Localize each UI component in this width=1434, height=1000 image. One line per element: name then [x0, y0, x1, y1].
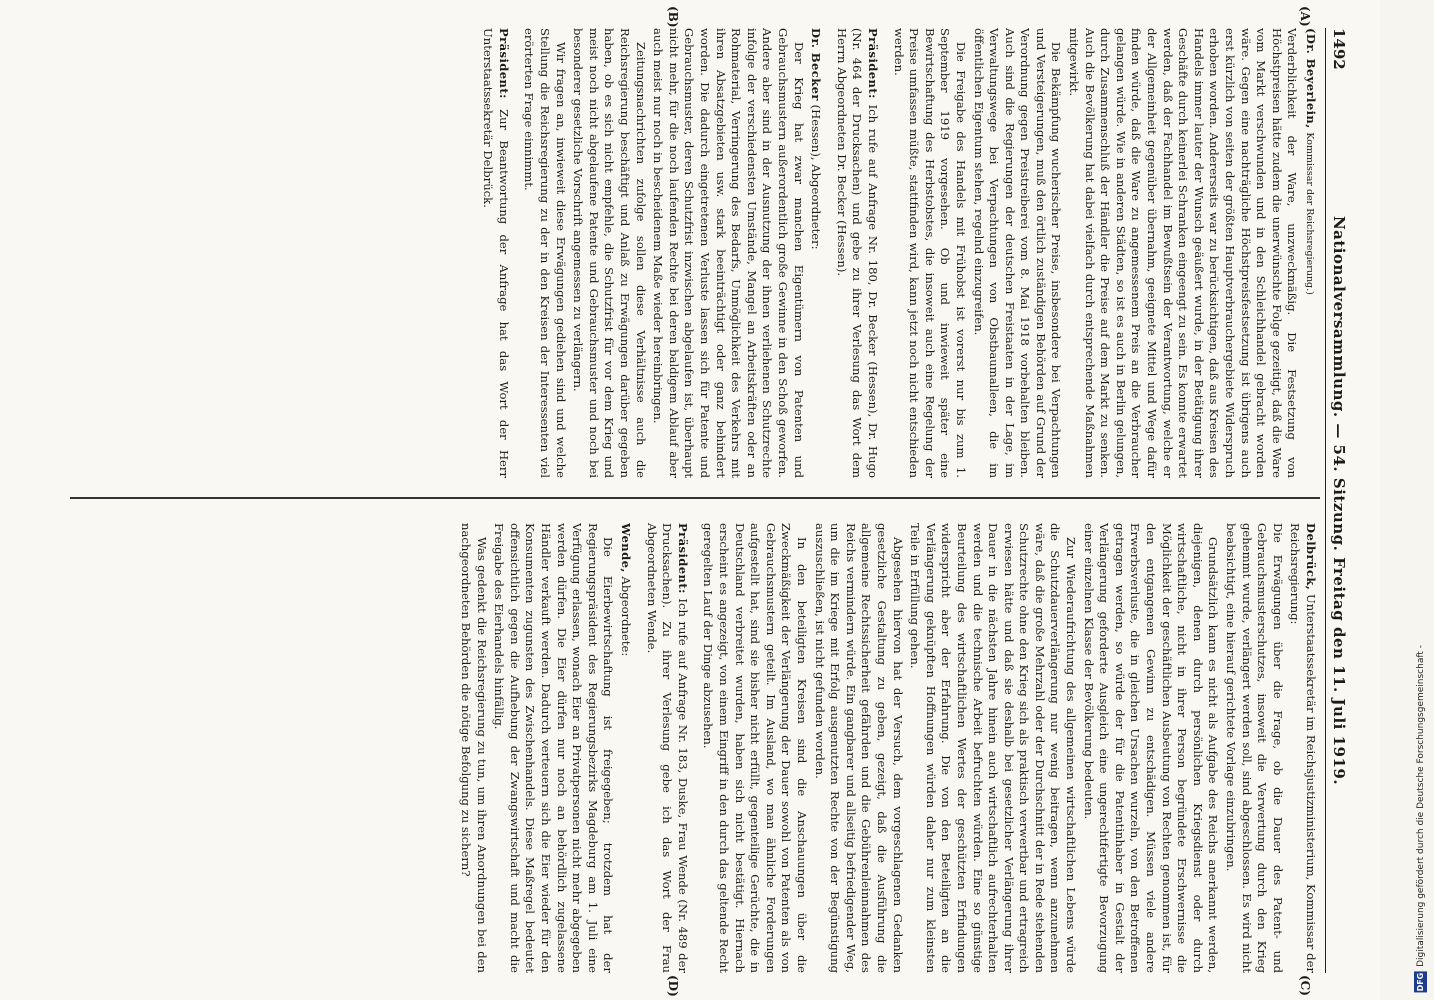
- president-text: Ich rufe auf Anfrage Nr. 180, Dr. Becker (Hessen), Dr. Hugo (Nr. 464 der Drucksachen) und gebe zu ihrer Verlesung das Wort dem Herrn Abgeordneten Dr. Becker (Hessen).: [834, 28, 880, 478]
- speaker-heading: [617, 523, 633, 973]
- paragraph: Wir fragen an, inwieweit diese Erwägungen gediehen sind und welche Stellung die Reichsregierung zu der in den Kreisen der Interessenten viel erörterten Frage einnimmt.: [522, 28, 568, 478]
- president-statement: [480, 28, 511, 478]
- dfg-logo: DFG: [1415, 972, 1425, 991]
- speaker-name: Dr. Becker: [809, 28, 824, 101]
- speaker-heading: [808, 28, 824, 478]
- paragraph: Die Freigabe des Handels mit Frühobst ist vorerst nur bis zum 1. September 1919 vorgesehen. Ob und inwieweit später eine Bewirtschaftung des Herbstobstes, die insoweit auch eine Regelung der Preise umfassen müßte, stattfinden wird, kann jetzt noch nicht entschieden werden.: [891, 28, 968, 478]
- president-text: Ich rufe auf Anfrage Nr. 183, Duske, Frau Wende (Nr. 489 der Drucksachen). Zu ihrer Verlesung gebe ich das Wort der Frau Abgeordneten Wende.: [644, 523, 690, 973]
- paragraph: Der Krieg hat zwar manchen Eigentümern von Patenten und Gebrauchsmustern außerordentlich große Gewinne in den Schoß geworfen. Andere aber sind in der Ausnutzung der ihnen verliehenen Schutzrechte infolge der verschiedensten Umstände, Mangel an Arbeitskräften oder an Rohmaterial, Verringerung des Bedarfs, Unmöglichkeit des Verkehrs mit ihren Absatzgebieten usw. stark beeinträchtigt oder ganz behindert worden. Die dadurch eingetretenen Verluste lassen sich für Patente und Gebrauchsmuster, deren Schutzfrist inzwischen abgelaufen ist, überhaupt nicht mehr, für die noch laufenden Rechte bei deren baldigem Ablauf aber auch meist nur noch in bescheidenem Maße wieder hereinbringen.: [651, 28, 806, 478]
- speaker-role: Unterstaatssekretär im Reichsjustizministerium, Kommissar der Reichsregierung:: [1288, 523, 1318, 973]
- column-divider: [70, 497, 1320, 499]
- margin-mark-d: (D): [666, 975, 680, 997]
- president-label: Präsident:: [496, 28, 511, 99]
- president-text: Zur Beantwortung der Anfrage hat das Wort der Herr Unterstaatssekretär Delbrück.: [481, 28, 511, 478]
- paragraph: Zeitungsnachrichten zufolge sollen diese Verhältnisse auch die Reichsregierung beschäftigt und Anlaß zu Erwägungen darüber gegeben haben, ob es sich nicht empfehle, die Schutzfrist für vor dem Krieg und meist noch nicht abgelaufene Patente und Gebrauchsmuster und noch bei besonderer gesetzliche Vorschrift angemessen zu verlängern.: [571, 28, 648, 478]
- page-number: 1492: [1330, 28, 1348, 70]
- paragraph: Zur Wiederaufrichtung des allgemeinen wirtschaftlichen Lebens würde die Schutzdauerverlängerung nur wenig beitragen, wenn anzunehmen wäre, daß die große Mehrzahl oder der Durchschnitt der in Rede stehenden Schutzrechte ohne den Krieg sich als praktisch verwertbar und ertragreich erwiesen hätte und daß sie deshalb bei gesetzlicher Verlängerung ihrer Dauer in die nächsten Jahre hinein auch wirtschaftlich aufrechterhalten werden und die technische Arbeit befruchten würden. Eine so günstige Beurteilung des wirtschaftlichen Wertes der geschützten Erfindungen widerspricht aber der Erfahrung. Die von den Beteiligten an die Verlängerung geknüpften Hoffnungen würden daher nur zum kleinsten Teile in Erfüllung gehen.: [908, 523, 1079, 973]
- speaker-name: (Dr. Beyerlein,: [1304, 28, 1318, 129]
- paragraph: Was gedenkt die Reichsregierung zu tun, um ihren Anordnungen bei den nachgeordneten Behörden die nötige Befolgung zu sichern?: [459, 523, 489, 973]
- paragraph: Die Bekämpfung wucherischer Preise, insbesondere bei Verpachtungen und Versteigerungen, muß den örtlich zuständigen Behörden auf Grund der Verordnung gegen Preistreiberei vom 8. Mai 1918 vorbehalten bleiben. Auch sind die Regierungen der deutschen Freistaaten in der Lage, im Verwaltungswege bei Verpachtungen von Obstbaumalleen, die im öffentlichen Eigentum stehen, regelnd einzugreifen.: [971, 28, 1064, 478]
- president-label: Präsident:: [675, 523, 690, 594]
- right-column: [18, 523, 1318, 973]
- credit-text: Digitalisierung gefördert durch die Deutsche Forschungsgemeinschaft -: [1415, 644, 1426, 967]
- margin-mark-c: (C): [1298, 975, 1312, 996]
- president-statement: [833, 28, 880, 478]
- digitization-credit: [1409, 0, 1431, 1000]
- speaker-name: Wende,: [619, 523, 634, 573]
- speaker-name: Delbrück,: [1304, 523, 1318, 591]
- paragraph: Verderblichkeit der Ware, unzweckmäßig. Die Festsetzung von Höchstpreisen hätte zudem die unerwünschte Folge gezeitigt, daß die Ware vom Markt verschwunden und in den Schleichhandel gebracht worden wäre. Gegen eine nachträgliche Höchstpreisfestsetzung ist übrigens auch erst kürzlich von seiten der größten Hauptverbrauchergebiete Widerspruch erhoben worden. Andererseits war zu berücksichtigen, daß aus Kreisen des Handels immer lauter der Wunsch geäußert wurde, in der Betätigung ihrer Geschäfte durch keinerlei Schranken eingeengt zu sein. Es konnte erwartet werden, daß der Fachhandel im Bewußtsein der Verantwortung, welche er der Allgemeinheit gegenüber übernahm, geeignete Mittel und Wege dafür finden würde, daß die Ware zu angemessenem Preis an die Verbraucher gelangen würde. Wie in anderen Städten, so ist es auch in Berlin gelungen, durch Zusammenschluß der Händler die Preise auf dem Markt zu senken. Auch die Bevölkerung hat dabei vielfach durch entsprechende Maßnahmen mitgewirkt.: [1067, 28, 1300, 478]
- left-column: [18, 28, 1318, 478]
- paragraph: Grundsätzlich kann es nicht als Aufgabe des Reichs anerkannt werden, diejenigen, denen durch persönlichen Kriegsdienst oder durch wirtschaftliche, nicht in ihrer Person begründete Erschwernisse die Möglichkeit der geschäftlichen Ausbeutung von Rechten genommen ist, für den entgangenen Gewinn zu entschädigen. Müssen viele andere Erwerbsverluste, die in gleichen Ursachen wurzeln, von den Betroffenen getragen werden, so würde der für die Patentinhaber in Gestalt der Verlängerung geforderte Ausgleich eine ungerechtfertigte Bevorzugung einer einzelnen Klasse der Bevölkerung bedeuten.: [1081, 523, 1221, 973]
- speaker-role: Kommissar der Reichsregierung.): [1304, 132, 1315, 295]
- speaker-role: (Hessen), Abgeordneter:: [809, 104, 824, 250]
- margin-mark-a: (A): [1298, 6, 1312, 27]
- page-header: [1325, 28, 1352, 973]
- speaker-role: Abgeordnete:: [619, 576, 634, 657]
- paragraph: Die Eierbewirtschaftung ist freigegeben; trotzdem hat der Regierungspräsident des Regierungsbezirks Magdeburg am 1. Juli eine Verfügung erlassen, wonach Eier an Privatpersonen nicht mehr abgegeben werden dürfen. Die Eier dürfen nur noch an behördlich zugelassene Händler verkauft werden. Dadurch verteuern sich die Eier wieder für den Konsumenten zugunsten des Zwischenhandels. Diese Maßregel bedeutet offensichtlich gegen die Aufhebung der Zwangswirtschaft und macht die Freigabe des Eierhandels hinfällig.: [492, 523, 616, 973]
- speaker-heading: [1301, 28, 1318, 478]
- speaker-heading: [1287, 523, 1318, 973]
- president-statement: [643, 523, 690, 973]
- president-label: Präsident:: [865, 28, 880, 99]
- page-title: Nationalversammlung. — 54. Sitzung. Freitag den 11. Juli 1919.: [1330, 215, 1348, 786]
- paragraph: Die Erwägungen über die Frage, ob die Dauer des Patent- und Gebrauchsmusterschutzes, insoweit die Verwertung durch den Krieg gehemmt wurde, verlängert werden soll, sind abgeschlossen. Es wird nicht beabsichtigt, eine hierauf gerichtete Vorlage einzubringen.: [1224, 523, 1285, 973]
- paragraph: In den beteiligten Kreisen sind die Anschauungen über die Zweckmäßigkeit der Verlängerung der Dauer sowohl von Patenten als von Gebrauchsmustern geteilt. Im Ausland, wo man ähnliche Forderungen aufgestellt hat, sind sie bisher nicht erfüllt, gegenteilige Gerüchte, die in Deutschland verbreitet wurden, haben sich nicht bestätigt. Hiernach erscheint es angezeigt, von einem Eingriff in den durch das geltende Recht geregelten Lauf der Dinge abzusehen.: [701, 523, 809, 973]
- margin-mark-b: (B): [666, 6, 680, 28]
- paragraph: Abgesehen hiervon hat der Versuch, dem vorgeschlagenen Gedanken gesetzliche Gestaltung zu geben, gezeigt, daß die Ausführung die allgemeine Rechtssicherheit gefährden und die Gebührenleinnahmen des Reichs vermindern würde. Ein gangbarer und allseitig befriedigender Weg, um die im Kriege mit Erfolg ausgenutzten Rechte von der Begünstigung auszuschließen, ist nicht gefunden worden.: [812, 523, 905, 973]
